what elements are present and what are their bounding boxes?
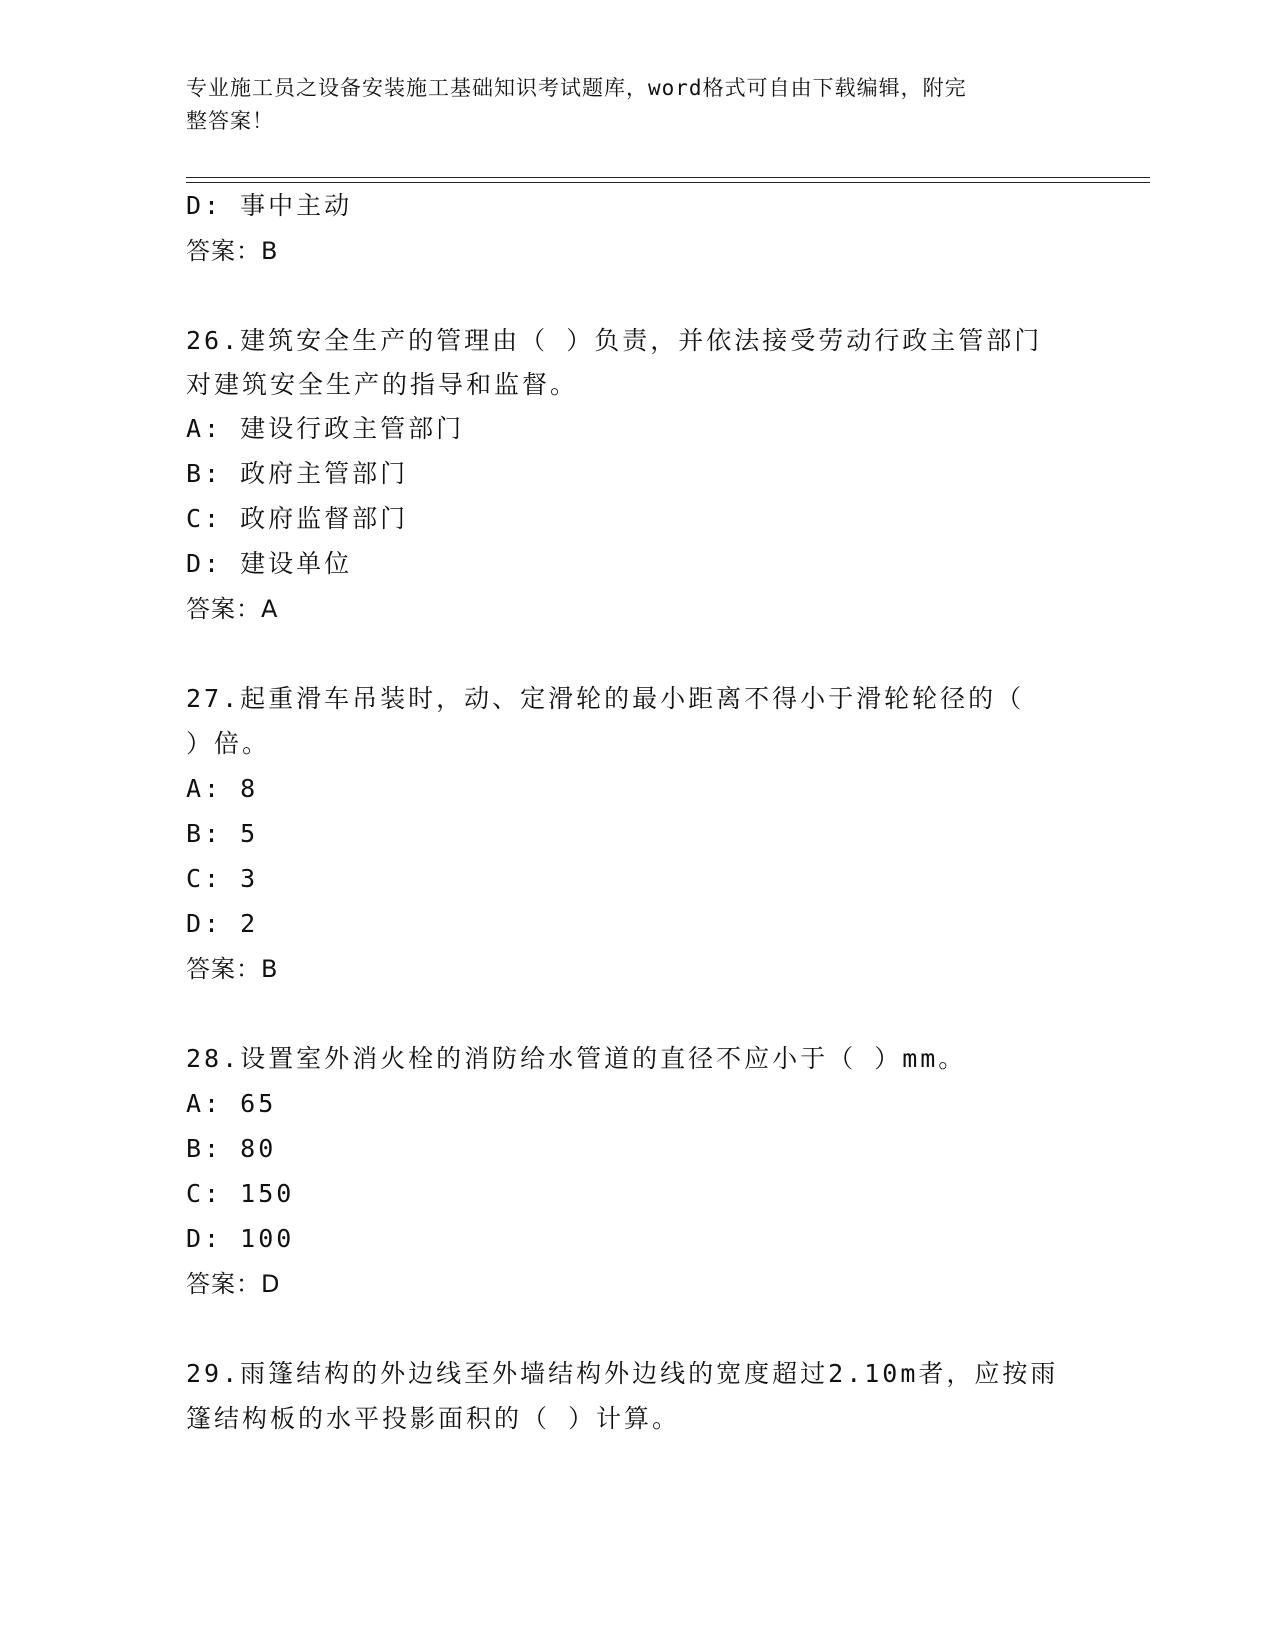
q28-option-c: C: 150 [186, 1179, 295, 1208]
q26-option-c: C: 政府监督部门 [186, 504, 409, 533]
q26-option-d: D: 建设单位 [186, 549, 353, 578]
q28-option-b: B: 80 [186, 1134, 277, 1163]
q28-stem-line-1: 28.设置室外消火栓的消防给水管道的直径不应小于（ ）mm。 [186, 1044, 967, 1073]
q27-stem-line-1: 27.起重滑车吊装时，动、定滑轮的最小距离不得小于滑轮轮径的（ [186, 684, 1025, 713]
header-line-1: 专业施工员之设备安装施工基础知识考试题库，word格式可自由下载编辑，附完 [186, 76, 967, 100]
q26-stem-line-2: 对建筑安全生产的指导和监督。 [186, 370, 579, 399]
prev-option-d: D: 事中主动 [186, 191, 353, 220]
header-line-2: 整答案！ [186, 109, 274, 133]
q26-stem-line-1: 26.建筑安全生产的管理由（ ）负责，并依法接受劳动行政主管部门 [186, 326, 1043, 355]
q26-option-b: B: 政府主管部门 [186, 459, 409, 488]
q29-stem-line-1: 29.雨篷结构的外边线至外墙结构外边线的宽度超过2.10m者，应按雨 [186, 1359, 1059, 1388]
q28-option-d: D: 100 [186, 1224, 295, 1253]
q27-option-c: C: 3 [186, 864, 259, 893]
header-divider-top [186, 177, 1150, 178]
q26-answer: 答案：A [186, 595, 279, 623]
q27-option-a: A: 8 [186, 774, 259, 803]
q27-answer: 答案：B [186, 955, 279, 983]
q28-answer: 答案：D [186, 1270, 281, 1298]
q27-option-b: B: 5 [186, 819, 259, 848]
header-divider-bottom [186, 182, 1150, 183]
q26-option-a: A: 建设行政主管部门 [186, 414, 465, 443]
q27-option-d: D: 2 [186, 909, 259, 938]
q27-stem-line-2: ）倍。 [186, 729, 271, 758]
q29-stem-line-2: 篷结构板的水平投影面积的（ ）计算。 [186, 1404, 681, 1433]
document-header [186, 72, 1066, 138]
prev-answer: 答案：B [186, 237, 279, 265]
q28-option-a: A: 65 [186, 1089, 277, 1118]
